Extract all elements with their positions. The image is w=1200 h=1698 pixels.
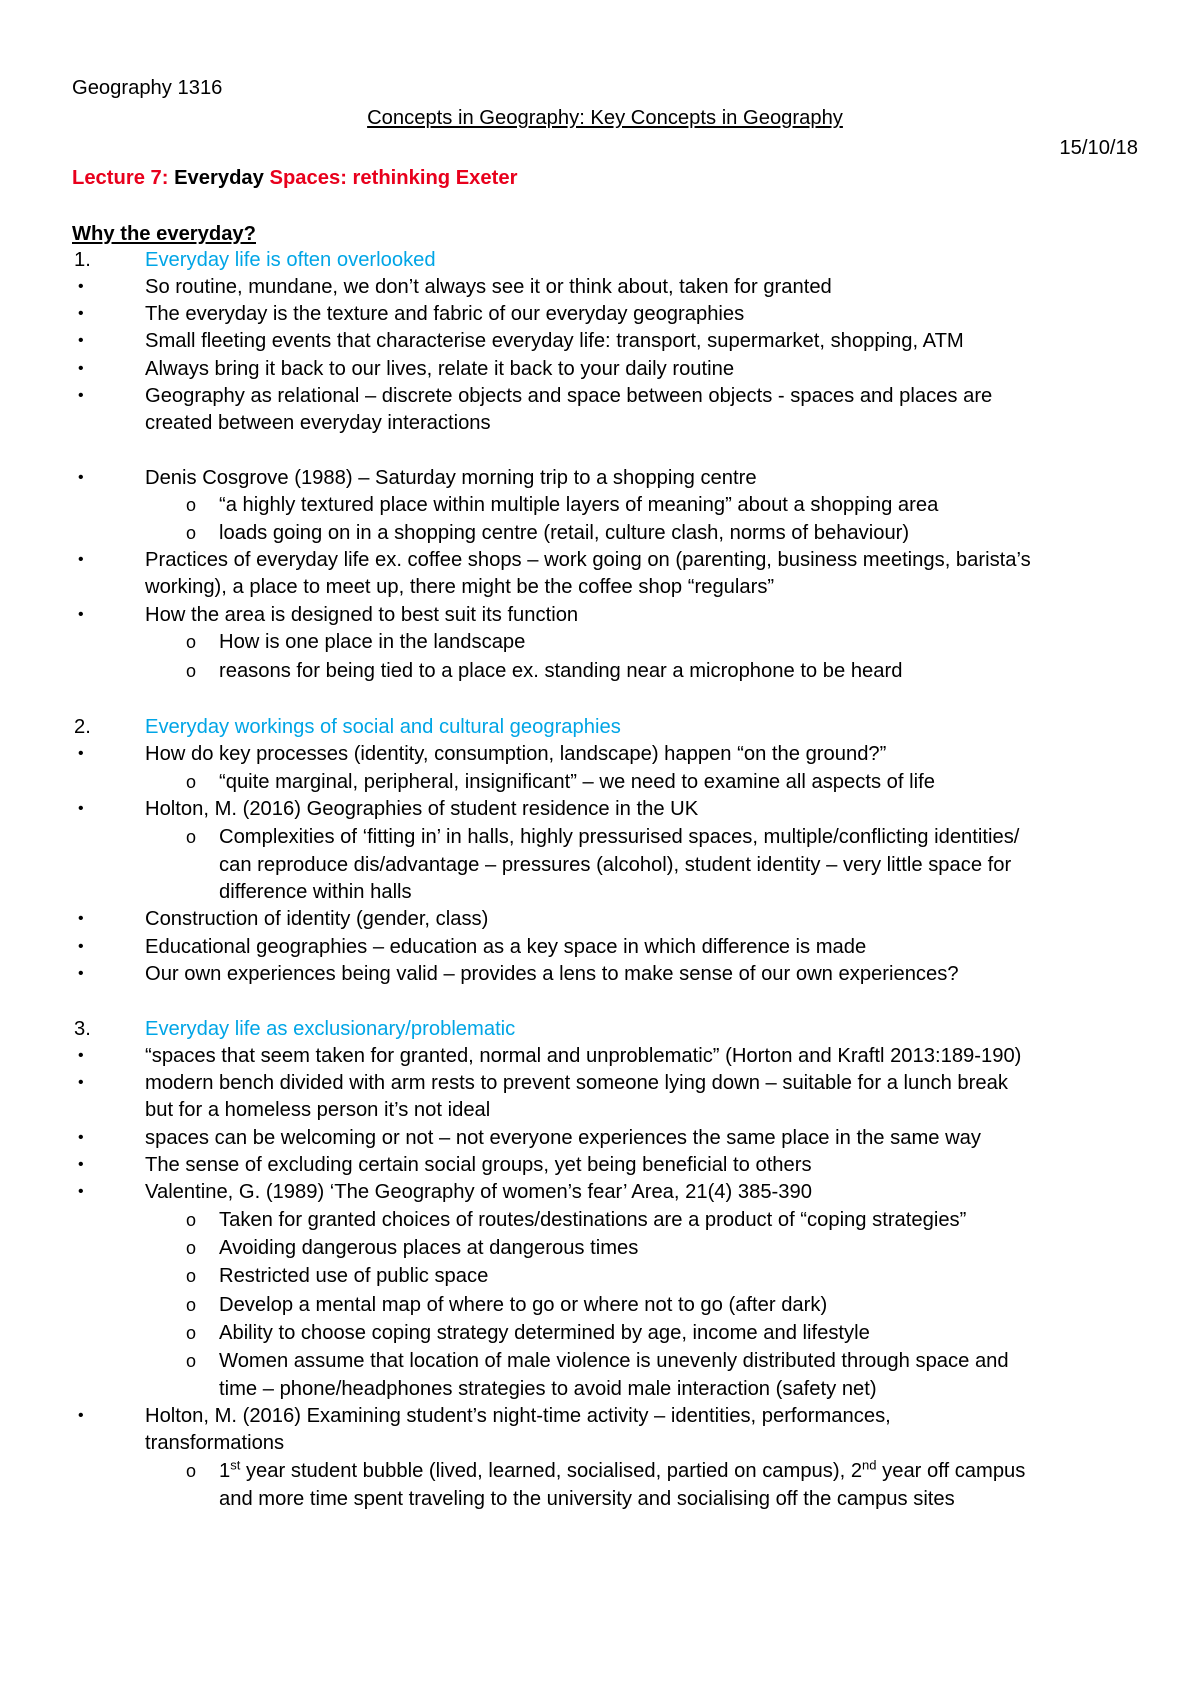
section-number: 1. [74,249,91,271]
document-date: 15/10/18 [1059,137,1138,159]
lecture-black-word: Everyday [174,167,270,189]
lecture-suffix: Spaces: rethinking Exeter [269,167,518,189]
section-number: 3. [74,1018,91,1040]
section-title: Everyday life as exclusionary/problematic [145,1018,516,1040]
section-number: 2. [74,716,91,738]
section-title: Everyday life is often overlooked [145,249,436,271]
lecture-prefix: Lecture 7: [72,167,175,189]
course-code: Geography 1316 [72,77,223,99]
final-item-text: 1st year student bubble (lived, learned, socialised, partied on campus), 2nd year off campus [219,1457,1026,1482]
lecture-title [72,166,517,190]
section-title: Everyday workings of social and cultural geographies [145,716,621,738]
document-title: Concepts in Geography: Key Concepts in Geography [367,107,843,129]
section-heading: Why the everyday? [72,223,256,245]
